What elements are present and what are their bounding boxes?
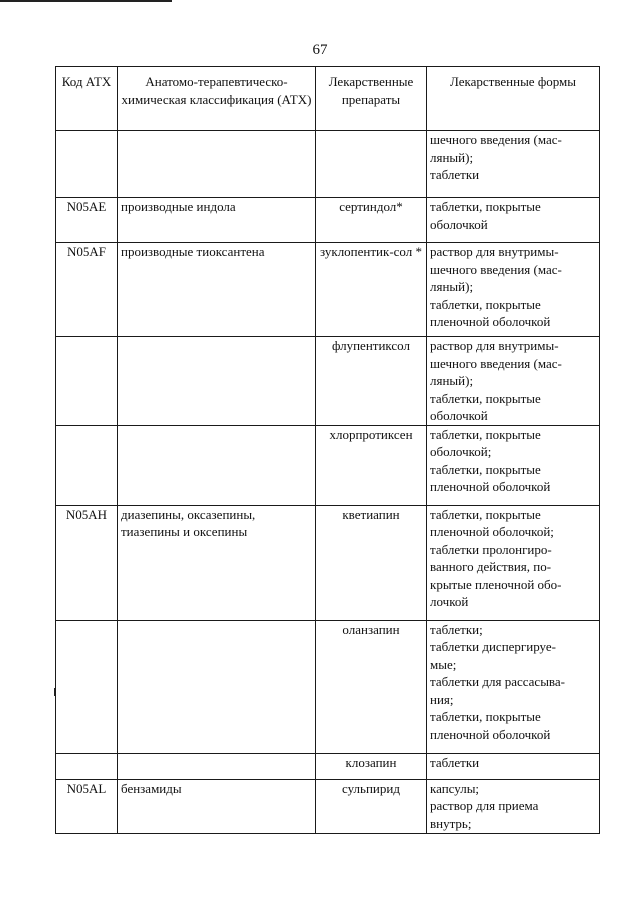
form-line: таблетки, покрытые: [430, 709, 541, 724]
table-row: [56, 425, 600, 505]
atx-table: [55, 66, 600, 834]
header-code: Код АТХ: [56, 67, 118, 131]
forms-cell: [427, 779, 600, 833]
drug-cell: оланзапин: [316, 620, 427, 753]
forms-cell: [427, 753, 600, 779]
form-line: таблетки диспергируе-: [430, 639, 556, 654]
classification-cell: [118, 425, 316, 505]
drug-cell: флупентиксол: [316, 337, 427, 426]
atx-code-cell: N05AH: [56, 505, 118, 620]
table-row: [56, 131, 600, 198]
form-line: таблетки: [430, 167, 480, 182]
forms-cell: [427, 131, 600, 198]
drug-cell: сертиндол*: [316, 198, 427, 243]
drug-cell: хлорпротиксен: [316, 425, 427, 505]
header-forms: Лекарственные формы: [427, 67, 600, 131]
form-line: таблетки, покрытые: [430, 506, 541, 522]
form-line: оболочкой;: [430, 444, 492, 459]
form-line: таблетки;: [430, 621, 483, 637]
form-line: раствор для внутримы-: [430, 244, 559, 259]
classification-cell: диазепины, оксазепины, тиазепины и оксепины: [118, 505, 316, 620]
header-drugs: Лекарственные препараты: [316, 67, 427, 131]
form-line: лочкой: [430, 594, 469, 609]
form-line: таблетки пролонгиро-: [430, 541, 552, 557]
form-line: ния;: [430, 691, 454, 707]
form-line: таблетки, покрытые: [430, 390, 541, 406]
form-line: шечного введения (мас-: [430, 355, 562, 371]
atx-code-cell: [56, 620, 118, 753]
classification-cell: бензамиды: [118, 779, 316, 833]
page-number: 67: [312, 42, 328, 58]
forms-cell: [427, 198, 600, 243]
form-line: раствор для приема: [430, 798, 539, 813]
form-line: таблетки, покрытые: [430, 199, 541, 214]
form-line: пленочной оболочкой: [430, 726, 551, 742]
form-line: пленочной оболочкой;: [430, 524, 554, 539]
forms-cell: [427, 425, 600, 505]
form-line: пленочной оболочкой: [430, 479, 551, 494]
drug-cell: [316, 131, 427, 198]
classification-cell: производные тиоксантена: [118, 243, 316, 337]
forms-cell: [427, 337, 600, 426]
form-line: таблетки: [430, 754, 480, 770]
form-line: таблетки, покрытые: [430, 461, 541, 477]
form-line: таблетки, покрытые: [430, 426, 541, 442]
classification-cell: [118, 753, 316, 779]
form-line: раствор для внутримы-: [430, 338, 559, 353]
form-line: оболочкой: [430, 408, 488, 423]
table-row: [56, 620, 600, 753]
form-line: пленочной оболочкой: [430, 314, 551, 329]
atx-code-cell: N05AF: [56, 243, 118, 337]
table-header-row: [56, 67, 600, 131]
form-line: шечного введения (мас-: [430, 261, 562, 277]
atx-code-cell: [56, 753, 118, 779]
classification-cell: [118, 131, 316, 198]
form-line: мые;: [430, 656, 457, 672]
forms-cell: [427, 620, 600, 753]
table-row: [56, 505, 600, 620]
atx-code-cell: [56, 337, 118, 426]
drug-cell: сульпирид: [316, 779, 427, 833]
form-line: крытые пленочной обо-: [430, 576, 562, 592]
form-line: шечного введения (мас-: [430, 132, 562, 147]
form-line: таблетки для рассасыва-: [430, 674, 566, 689]
form-line: ляный);: [430, 149, 474, 165]
atx-code-cell: N05AE: [56, 198, 118, 243]
classification-cell: [118, 337, 316, 426]
form-line: внутрь;: [430, 815, 472, 831]
forms-cell: [427, 505, 600, 620]
drug-cell: кветиапин: [316, 505, 427, 620]
atx-code-cell: N05AL: [56, 779, 118, 833]
form-line: таблетки, покрытые: [430, 296, 541, 312]
form-line: оболочкой: [430, 216, 488, 232]
table-row: [56, 243, 600, 337]
table-row: [56, 337, 600, 426]
table-row: [56, 779, 600, 833]
classification-cell: производные индола: [118, 198, 316, 243]
table-row: [56, 753, 600, 779]
header-classification: Анатомо-терапевтическо-химическая классификация (АТХ): [118, 67, 316, 131]
classification-cell: [118, 620, 316, 753]
atx-code-cell: [56, 131, 118, 198]
form-line: ляный);: [430, 279, 474, 294]
forms-cell: [427, 243, 600, 337]
atx-code-cell: [56, 425, 118, 505]
form-line: ванного действия, по-: [430, 559, 552, 574]
top-rule: [0, 0, 172, 2]
table-row: [56, 198, 600, 243]
drug-cell: клозапин: [316, 753, 427, 779]
form-line: ляный);: [430, 373, 474, 388]
form-line: капсулы;: [430, 780, 480, 796]
drug-cell: зуклопентик-сол *: [316, 243, 427, 337]
